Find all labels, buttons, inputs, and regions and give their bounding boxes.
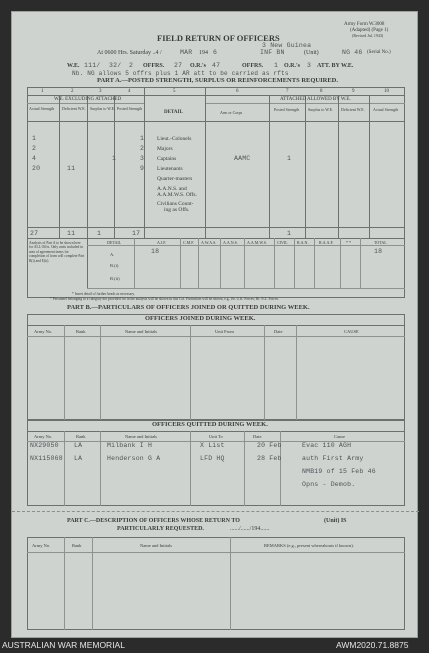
quitted-cause-more-1: NMB19 of 15 Feb 46 bbox=[302, 468, 376, 475]
we-label: W.E. bbox=[67, 63, 80, 69]
quitted-row-1-no: NX29050 bbox=[30, 442, 59, 449]
col-num-4: 4 bbox=[128, 89, 131, 94]
an-h-raaf: R.A.A.F. bbox=[319, 240, 334, 245]
quitted-row-1-rank: LA bbox=[74, 442, 83, 449]
an-h-aans: A.A.N.S. bbox=[223, 240, 238, 245]
detail-civilians: Civilians Count- bbox=[157, 201, 194, 207]
serial-typed: NG 46 bbox=[342, 49, 363, 56]
detail-aans: A.A.N.S. and bbox=[157, 186, 187, 192]
quitted-row-2-date: 28 Feb bbox=[257, 455, 282, 462]
footnote-1: * Insert detail of further heads as necessary. bbox=[72, 292, 135, 296]
col-actual-strength: Actual Strength bbox=[29, 106, 55, 111]
detail-captains: Captains bbox=[157, 156, 177, 162]
form-adapted: (Adapted) (Page 1) bbox=[350, 28, 389, 33]
col-posted: Posted Strength bbox=[117, 106, 143, 111]
offrs-label: OFFRS. bbox=[143, 63, 165, 69]
part-c-title: PART C.—DESCRIPTION OF OFFICERS WHOSE RETURN TO bbox=[67, 518, 240, 524]
footer-accession: AWM2020.71.8875 bbox=[336, 640, 409, 650]
c1-captains: 4 bbox=[32, 155, 37, 162]
at-year-typed: 6 bbox=[213, 49, 218, 56]
unit-abbr-typed: INF BN bbox=[260, 49, 285, 56]
col-detail: DETAIL bbox=[164, 110, 183, 115]
col-arm-corps: Arm or Corps bbox=[220, 110, 243, 115]
col-att-posted: Posted Strength bbox=[274, 107, 300, 112]
col-num-1: 1 bbox=[41, 89, 44, 94]
total-c2: 11 bbox=[67, 230, 76, 237]
joined-h-rank: Rank bbox=[76, 329, 86, 334]
an-h-ran: R.A.N. bbox=[297, 240, 309, 245]
at-line-label: At 0600 Hrs. Saturday ..4 / bbox=[97, 50, 162, 56]
detail-lt-col: Lieut.-Colonels bbox=[157, 136, 192, 142]
offrs-typed: 27 bbox=[174, 62, 183, 69]
typed-note: Nb. NG allows 5 offrs plus 1 AR att to be carried as rfts bbox=[72, 70, 289, 77]
at-year-label: 194 bbox=[199, 50, 208, 56]
part-c-date: ....../....../194...... bbox=[230, 526, 270, 532]
c-h-armyno: Army No. bbox=[32, 543, 51, 548]
we-typed-3: 2 bbox=[129, 62, 134, 69]
at-line-typed: MAR bbox=[180, 49, 193, 56]
col-num-7: 7 bbox=[286, 89, 289, 94]
col-num-5: 5 bbox=[173, 89, 176, 94]
quitted-row-1-cause: Evac 110 AGH bbox=[302, 442, 352, 449]
joined-title: OFFICERS JOINED DURING WEEK. bbox=[145, 315, 256, 322]
detail-majors: Majors bbox=[157, 146, 173, 152]
quitted-h-name: Name and Initials bbox=[125, 434, 157, 439]
offrs2-label: OFFRS. bbox=[242, 63, 264, 69]
joined-h-cause: CAUSE bbox=[344, 329, 359, 334]
an-h-star: * * bbox=[346, 240, 351, 245]
an-row-bi: B.(i) bbox=[110, 263, 119, 268]
quitted-row-1-name: Milbank I H bbox=[107, 442, 153, 449]
group-we-label: W.E. EXCLUDING ATTACHED bbox=[54, 97, 122, 102]
form-number: Army Form W.3008 bbox=[344, 22, 385, 27]
an-h-total: TOTAL bbox=[374, 240, 387, 245]
c4-lieutenants: 9 bbox=[140, 165, 145, 172]
quitted-row-1-date: 20 Feb bbox=[257, 442, 282, 449]
joined-h-name: Name and Initials bbox=[125, 329, 157, 334]
an-aif-value: 18 bbox=[151, 248, 160, 255]
c4-majors: 2 bbox=[140, 145, 145, 152]
c6-arm-corps: AAMC bbox=[234, 155, 251, 162]
an-h-awas: A.W.A.S. bbox=[201, 240, 217, 245]
total-c1: 27 bbox=[30, 230, 39, 237]
an-h-aamws: A.A.M.W.S. bbox=[247, 240, 267, 245]
quitted-row-2-rank: LA bbox=[74, 455, 83, 462]
col-num-2: 2 bbox=[71, 89, 74, 94]
we-typed: 111/ bbox=[84, 62, 101, 69]
unit-typed: 3 New Guinea bbox=[262, 42, 312, 49]
part-a-table bbox=[27, 87, 405, 298]
quitted-table bbox=[27, 420, 405, 506]
col-att-actual: Actual Strength bbox=[373, 107, 399, 112]
joined-h-date: Date bbox=[274, 329, 283, 334]
c-h-remarks: REMARKS (e.g., present whereabouts if known). bbox=[264, 543, 354, 548]
c-h-name: Name and Initials bbox=[140, 543, 172, 548]
form-title: FIELD RETURN OF OFFICERS bbox=[157, 33, 280, 43]
c1-lieutenants: 20 bbox=[32, 165, 41, 172]
part-c-title-unit: (Unit) IS bbox=[324, 518, 347, 524]
an-h-aif: A.I.F. bbox=[157, 240, 167, 245]
c2-lieutenants: 11 bbox=[67, 165, 76, 172]
ors-label: O.R.'s bbox=[190, 63, 207, 69]
col-num-8: 8 bbox=[320, 89, 323, 94]
col-num-10: 10 bbox=[384, 89, 389, 94]
c3-captains: 1 bbox=[112, 155, 117, 162]
total-c3: 1 bbox=[97, 230, 102, 237]
detail-civilians-2: ing as Offs. bbox=[164, 207, 190, 213]
col-deficient: Deficient W.E. bbox=[62, 106, 86, 111]
quitted-title: OFFICERS QUITTED DURING WEEK. bbox=[152, 421, 268, 428]
att-label: ATT. BY W.E. bbox=[317, 63, 354, 69]
offrs2-typed: 1 bbox=[274, 62, 279, 69]
footnote-2: * Personnel belonging to a category not provided for in the analysis will be shown in this Col. Particulars will be shown, e.g., Br. U.K. Forces; Br. N.Z. Forces. bbox=[50, 297, 279, 301]
col-att-deficient: Deficient W.E. bbox=[341, 107, 365, 112]
form-paper bbox=[11, 11, 418, 638]
c1-ltcol: 1 bbox=[32, 135, 37, 142]
an-h-cmf: C.M.F. bbox=[183, 240, 195, 245]
part-b-title: PART B.—PARTICULARS OF OFFICERS JOINED OR QUITTED DURING WEEK. bbox=[67, 304, 310, 311]
quitted-h-cause: Cause bbox=[334, 434, 345, 439]
ors2-label: O.R.'s bbox=[284, 63, 301, 69]
c4-captains: 3 bbox=[140, 155, 145, 162]
c4-ltcol: 1 bbox=[140, 135, 145, 142]
footer-credit: AUSTRALIAN WAR MEMORIAL bbox=[2, 640, 125, 650]
ors-typed: 47 bbox=[212, 62, 221, 69]
joined-h-armyno: Army No. bbox=[34, 329, 53, 334]
quitted-row-2-no: NX115068 bbox=[30, 455, 63, 462]
part-c-title-line2: PARTICULARLY REQUESTED. bbox=[117, 526, 204, 532]
serial-label: (Serial No.) bbox=[367, 50, 391, 55]
col-num-6: 6 bbox=[236, 89, 239, 94]
total-c7: 1 bbox=[287, 230, 292, 237]
an-total-value: 18 bbox=[374, 248, 383, 255]
quitted-h-armyno: Army No. bbox=[34, 434, 53, 439]
col-num-3: 3 bbox=[99, 89, 102, 94]
c-h-rank: Rank bbox=[72, 543, 82, 548]
group-att-label: ATTACHED ALLOWED BY W.E. bbox=[280, 97, 351, 102]
detail-qm: Quarter-masters bbox=[157, 176, 193, 182]
an-row-bii: B.(ii) bbox=[110, 276, 120, 281]
col-surplus: Surplus to W.E. bbox=[90, 106, 116, 111]
col-num-9: 9 bbox=[352, 89, 355, 94]
detail-lieutenants: Lieutenants bbox=[157, 166, 183, 172]
total-c4: 17 bbox=[132, 230, 141, 237]
form-revised: (Revised Jul, 1943) bbox=[352, 33, 384, 38]
unit-label: (Unit) bbox=[304, 50, 319, 56]
an-h-civil: CIVIL bbox=[277, 240, 288, 245]
quitted-row-1-unit: X List bbox=[200, 442, 225, 449]
quitted-cause-more-2: Opns - Demob. bbox=[302, 481, 356, 488]
quitted-row-2-cause: auth First Army bbox=[302, 455, 364, 462]
we-typed-2: 32/ bbox=[109, 62, 122, 69]
an-row-a: A. bbox=[110, 252, 115, 257]
ors2-typed: 3 bbox=[307, 62, 312, 69]
detail-aamws: A.A.M.W.S. Offs. bbox=[157, 192, 197, 198]
c7-posted: 1 bbox=[287, 155, 292, 162]
analysis-note: Analysis of Part A to be shown here for ALL Offrs. Only units included in area of agreement terms for completion of form will complete Part B(i) and E(ii). bbox=[29, 241, 85, 263]
an-h-detail: DETAIL bbox=[107, 240, 122, 245]
c1-majors: 2 bbox=[32, 145, 37, 152]
quitted-h-unit: Unit To bbox=[209, 434, 223, 439]
quitted-row-2-name: Henderson G A bbox=[107, 455, 161, 462]
joined-h-unit: Unit From bbox=[215, 329, 234, 334]
quitted-h-date: Date bbox=[253, 434, 262, 439]
quitted-row-2-unit: LFD HQ bbox=[200, 455, 225, 462]
col-att-surplus: Surplus to W.E. bbox=[308, 107, 334, 112]
part-a-title: PART A.—POSTED STRENGTH, SURPLUS OR REINFORCEMENTS REQUIRED. bbox=[97, 77, 338, 84]
quitted-h-rank: Rank bbox=[76, 434, 86, 439]
part-c-table bbox=[27, 537, 405, 630]
